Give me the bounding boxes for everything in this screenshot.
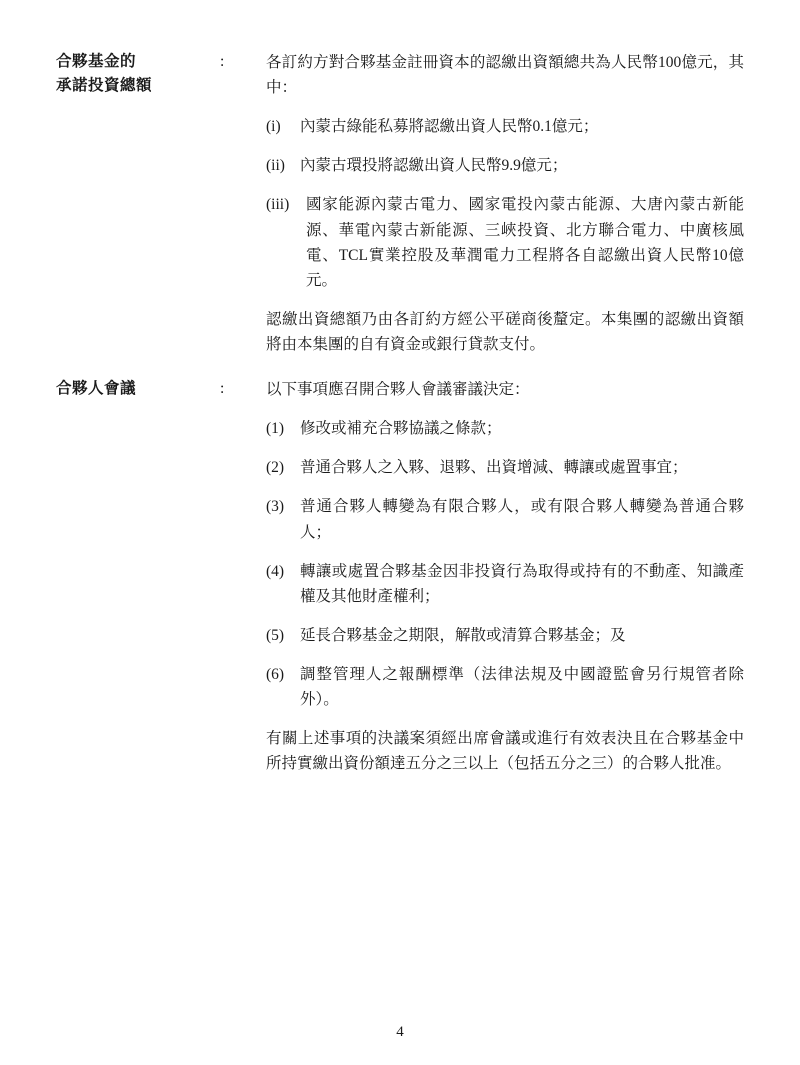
list-marker: (ii) — [266, 157, 285, 175]
list-marker: (1) — [266, 420, 285, 438]
list-marker: (i) — [266, 118, 281, 136]
list-marker: (4) — [266, 562, 285, 580]
term-body-partner-meeting — [266, 377, 744, 776]
term-colon-commitment: : — [220, 53, 225, 70]
term-label-line2: 承諾投資總額 — [56, 77, 153, 95]
list-marker: (iii) — [266, 196, 290, 214]
term-colon-partner-meeting: : — [220, 380, 225, 398]
list-text: 國家能源內蒙古電力、國家電投內蒙古能源、大唐內蒙古新能源、華電內蒙古新能源、三峽投資、北方聯合電力、中廣核風電、TCL實業控股及華潤電力工程將各自認繳出資人民幣10億元。 — [306, 196, 744, 289]
list-item — [266, 192, 744, 292]
term-label-commitment — [56, 50, 220, 98]
list-item — [266, 662, 744, 712]
term-label-partner-meeting — [56, 377, 220, 401]
page-number: 4 — [396, 1024, 404, 1040]
paragraph-closing: 有關上述事項的決議案須經出席會議或進行有效表決且在合夥基金中所持實繳出資份額達五分之三以上（包括五分之三）的合夥人批准。 — [266, 730, 744, 773]
term-body-commitment — [266, 50, 744, 357]
list-item — [266, 494, 744, 544]
list-text: 內蒙古環投將認繳出資人民幣9.9億元； — [300, 157, 568, 175]
paragraph-closing: 認繳出資總額乃由各訂約方經公平磋商後釐定。本集團的認繳出資額將由本集團的自有資金或銀行貸款支付。 — [266, 310, 744, 353]
list-item — [266, 455, 744, 480]
list-text: 延長合夥基金之期限，解散或清算合夥基金；及 — [300, 626, 626, 644]
term-row-commitment — [56, 50, 744, 357]
list-text: 修改或補充合夥協議之條款； — [300, 420, 502, 438]
list-item — [266, 114, 744, 139]
list-item — [266, 623, 744, 648]
list-marker: (5) — [266, 626, 285, 644]
term-label-line1: 合夥人會議 — [56, 380, 137, 398]
list-marker: (2) — [266, 459, 285, 477]
list-text: 內蒙古綠能私募將認繳出資人民幣0.1億元； — [300, 118, 599, 136]
list-text: 轉讓或處置合夥基金因非投資行為取得或持有的不動產、知識產權及其他財產權利； — [300, 562, 744, 605]
section-spacer — [56, 361, 744, 377]
term-label-line1: 合夥基金的 — [56, 53, 137, 70]
list-item — [266, 416, 744, 441]
paragraph-intro: 各訂約方對合夥基金註冊資本的認繳出資額總共為人民幣100億元，其中： — [266, 54, 744, 97]
paragraph-intro: 以下事項應召開合夥人會議審議決定： — [266, 381, 530, 399]
list-marker: (6) — [266, 665, 285, 683]
list-text: 調整管理人之報酬標準（法律法規及中國證監會另行規管者除外）。 — [300, 665, 744, 709]
term-row-partner-meeting — [56, 377, 744, 776]
list-text: 普通合夥人之入夥、退夥、出資增減、轉讓或處置事宜； — [300, 459, 688, 477]
list-item — [266, 559, 744, 609]
list-item — [266, 153, 744, 178]
list-text: 普通合夥人轉變為有限合夥人，或有限合夥人轉變為普通合夥人； — [300, 498, 744, 541]
list-marker: (3) — [266, 498, 285, 516]
